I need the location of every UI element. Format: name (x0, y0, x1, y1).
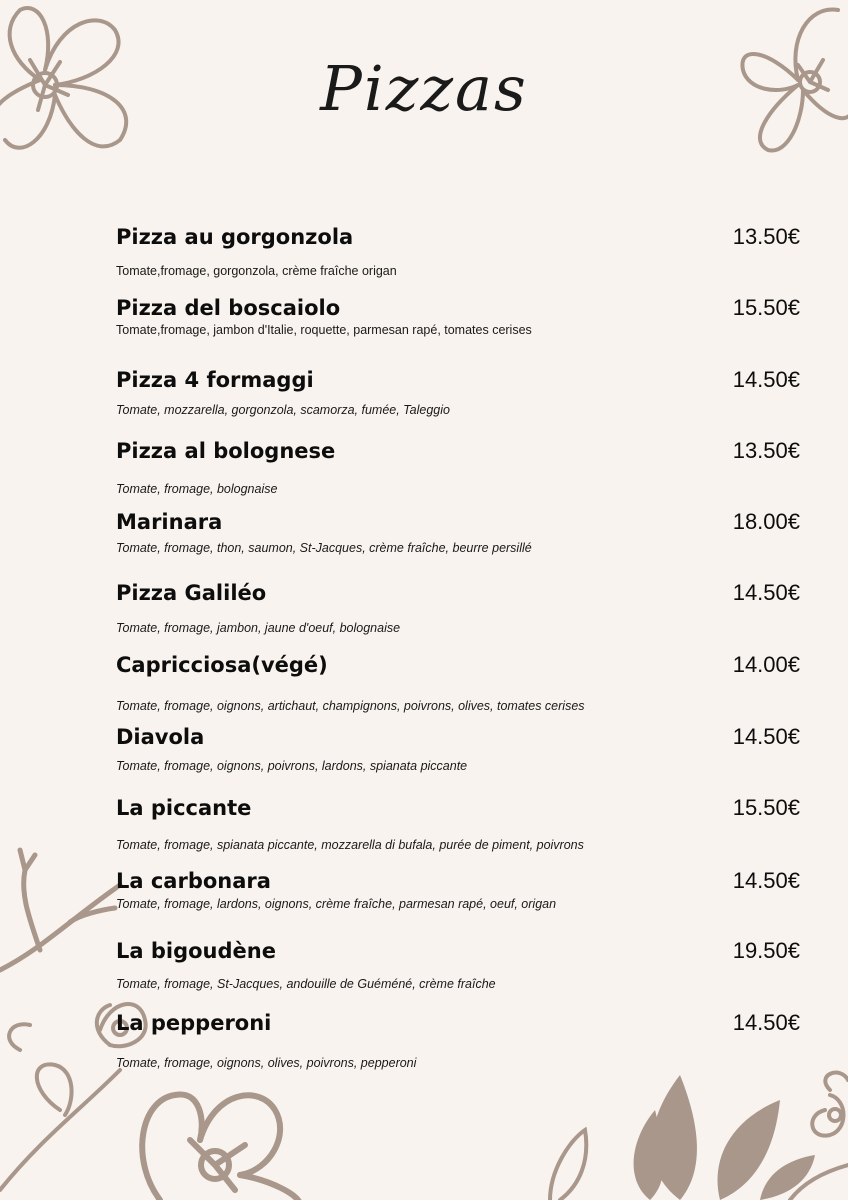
item-description: Tomate, fromage, oignons, artichaut, champignons, poivrons, olives, tomates cerises (116, 699, 585, 713)
page-title: Pizzas (320, 52, 528, 125)
item-price: 14.50€ (732, 1010, 800, 1035)
item-description: Tomate, fromage, jambon, jaune d'oeuf, bolognaise (116, 621, 401, 635)
item-name: Pizza au gorgonzola (116, 225, 354, 249)
item-price: 15.50€ (732, 795, 800, 820)
item-description: Tomate, fromage, St-Jacques, andouille de Guéméné, crème fraîche (116, 977, 496, 991)
item-price: 14.50€ (732, 868, 800, 893)
item-description: Tomate, fromage, lardons, oignons, crème fraîche, parmesan rapé, oeuf, origan (116, 897, 557, 911)
item-name: Marinara (116, 510, 223, 534)
item-price: 14.50€ (732, 367, 800, 392)
item-price: 13.50€ (732, 224, 800, 249)
item-price: 19.50€ (732, 938, 800, 963)
item-name: Pizza del boscaiolo (116, 296, 341, 320)
item-name: Pizza Galiléo (116, 581, 267, 605)
branch-left-icon (0, 840, 130, 980)
leaves-bottom-right-icon (530, 1070, 848, 1200)
item-description: Tomate, fromage, oignons, olives, poivrons, pepperoni (116, 1056, 417, 1070)
item-name: La pepperoni (116, 1011, 272, 1035)
item-description: Tomate, fromage, bolognaise (116, 482, 278, 496)
item-name: La carbonara (116, 869, 271, 893)
item-price: 14.00€ (732, 652, 800, 677)
item-description: Tomate,fromage, gorgonzola, crème fraîche origan (116, 264, 397, 278)
item-name: La piccante (116, 796, 252, 820)
item-price: 14.50€ (732, 724, 800, 749)
item-name: La bigoudène (116, 939, 276, 963)
item-price: 15.50€ (732, 295, 800, 320)
item-description: Tomate, mozzarella, gorgonzola, scamorza, fumée, Taleggio (116, 403, 450, 417)
item-price: 14.50€ (732, 580, 800, 605)
item-description: Tomate, fromage, spianata piccante, mozzarella di bufala, purée de piment, poivrons (116, 838, 584, 852)
item-name: Pizza al bolognese (116, 439, 336, 463)
item-description: Tomate,fromage, jambon d'Italie, roquette, parmesan rapé, tomates cerises (116, 323, 532, 337)
item-description: Tomate, fromage, oignons, poivrons, lardons, spianata piccante (116, 759, 468, 773)
item-name: Diavola (116, 725, 205, 749)
item-name: Pizza 4 formaggi (116, 368, 314, 392)
item-price: 18.00€ (732, 509, 800, 534)
item-name: Capricciosa(végé) (116, 653, 328, 677)
item-description: Tomate, fromage, thon, saumon, St-Jacques, crème fraîche, beurre persillé (116, 541, 532, 555)
item-price: 13.50€ (732, 438, 800, 463)
